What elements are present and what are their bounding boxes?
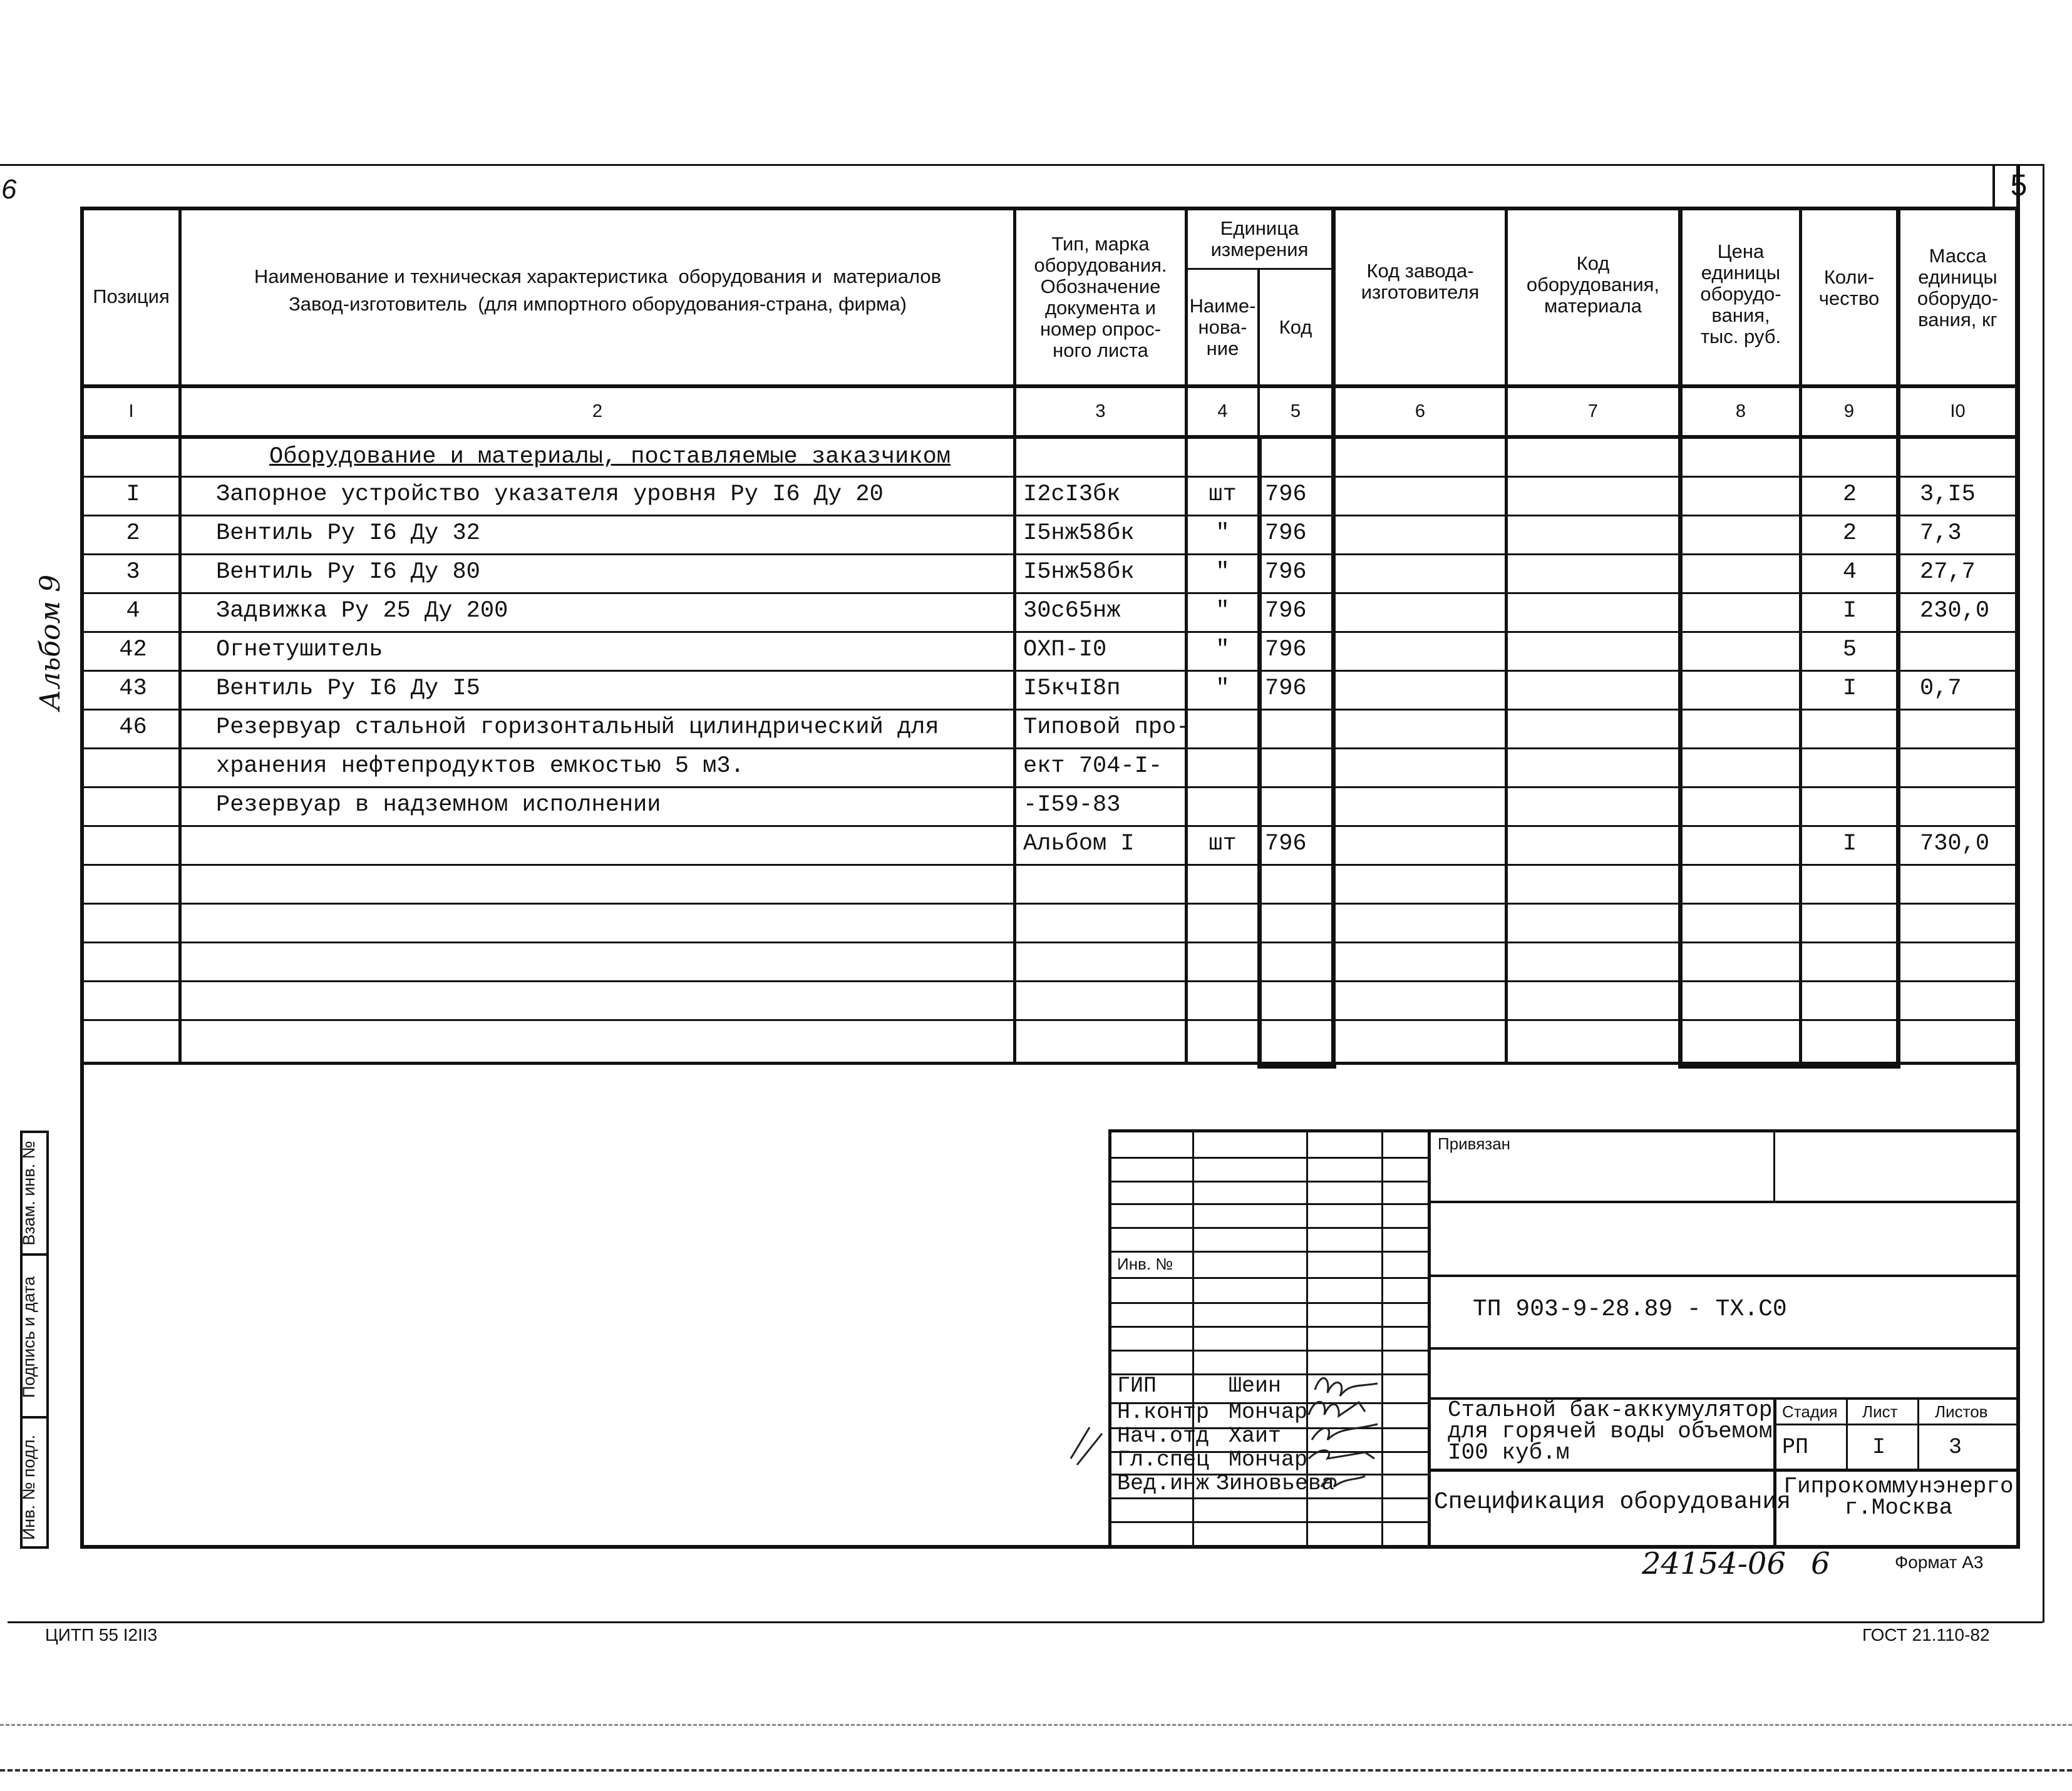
column-number: I bbox=[128, 401, 134, 421]
stage-value: РП bbox=[1782, 1435, 1809, 1460]
cell-qty: I bbox=[1842, 598, 1857, 624]
cell-type: I5кчI8п bbox=[1023, 675, 1121, 702]
cell-unit: " bbox=[1215, 559, 1230, 585]
cell-unit: шт bbox=[1209, 831, 1237, 857]
role-name: Мончар bbox=[1229, 1400, 1308, 1425]
column-number: 5 bbox=[1290, 401, 1301, 421]
header-name-line2: Завод-изготовитель (для импортного оборудования-страна, фирма) bbox=[289, 293, 907, 315]
cell-mass: 730,0 bbox=[1920, 831, 1990, 857]
cell-pos: 3 bbox=[126, 559, 140, 585]
sheet-number: 5 bbox=[2010, 169, 2028, 202]
sheets-label: Листов bbox=[1935, 1402, 1988, 1421]
header-mass-line: единицы bbox=[1918, 266, 1997, 288]
cell-mass: 230,0 bbox=[1920, 598, 1990, 624]
cell-type: I5нж58бк bbox=[1023, 559, 1135, 585]
cell-name: Задвижка Ру 25 Ду 200 bbox=[216, 598, 508, 624]
object-title-line: I00 куб.м bbox=[1448, 1440, 1570, 1465]
header-unit-group bbox=[1188, 212, 1331, 267]
cell-unit: " bbox=[1215, 598, 1230, 624]
object-title-line: Стальной бак-аккумулятор bbox=[1448, 1397, 1773, 1423]
column-number: 8 bbox=[1735, 401, 1746, 421]
doc-code: ТП 903-9-28.89 - ТХ.С0 bbox=[1473, 1296, 1787, 1323]
column-number: 4 bbox=[1217, 401, 1228, 421]
column-number: 2 bbox=[592, 401, 603, 421]
organization bbox=[1780, 1476, 2018, 1519]
side-album-label: Альбом 9 bbox=[34, 574, 66, 711]
header-type-line: Тип, марка bbox=[1051, 233, 1150, 255]
cell-type: ОХП-I0 bbox=[1023, 637, 1107, 663]
header-unit-name-line: нова- bbox=[1198, 316, 1247, 338]
swap-inv-label: Взам. инв. № bbox=[19, 1141, 38, 1246]
cell-qty: I bbox=[1842, 831, 1857, 857]
header-unit-line: измерения bbox=[1210, 239, 1309, 260]
cell-name: Вентиль Ру I6 Ду 80 bbox=[216, 559, 480, 585]
doc-title: Спецификация оборудования bbox=[1434, 1489, 1791, 1516]
role-label: Нач.отд bbox=[1117, 1424, 1210, 1449]
column-number: I0 bbox=[1950, 401, 1966, 421]
cell-unit: " bbox=[1215, 637, 1230, 663]
header-type-line: ного листа bbox=[1053, 339, 1148, 361]
header-unit-name-line: Наиме- bbox=[1189, 295, 1256, 317]
cell-mass: 7,3 bbox=[1920, 520, 1962, 547]
column-number: 9 bbox=[1843, 401, 1855, 421]
role-name: Шеин bbox=[1229, 1373, 1282, 1398]
header-quantity bbox=[1802, 250, 1896, 326]
header-unit-name bbox=[1188, 270, 1257, 384]
cell-name: Огнетушитель bbox=[216, 637, 383, 663]
cell-pos: 43 bbox=[119, 675, 147, 702]
cell-mass: 3,I5 bbox=[1920, 481, 1976, 508]
header-mc-line: изготовителя bbox=[1361, 281, 1480, 303]
header-equipment-code bbox=[1508, 238, 1678, 332]
cell-unit: " bbox=[1215, 675, 1230, 702]
header-type bbox=[1016, 225, 1185, 369]
cell-name: Запорное устройство указателя уровня Ру I6 Ду 20 bbox=[216, 481, 884, 508]
cell-pos: 46 bbox=[119, 714, 147, 741]
cell-mass: 27,7 bbox=[1920, 559, 1976, 585]
format-label: Формат А3 bbox=[1895, 1552, 1984, 1572]
cell-pos: I bbox=[126, 481, 140, 508]
header-position: Позиция bbox=[93, 285, 170, 307]
header-mass-line: оборудо- bbox=[1917, 287, 1999, 309]
header-price-line: вания, bbox=[1711, 304, 1770, 326]
header-mass-line: вания, кг bbox=[1918, 309, 1997, 331]
object-title bbox=[1448, 1397, 1773, 1465]
cell-pos: 4 bbox=[126, 598, 140, 624]
cell-name: Резервуар стальной горизонтальный цилиндрический для bbox=[216, 714, 939, 741]
cell-qty: 5 bbox=[1842, 637, 1857, 663]
trim-line bbox=[0, 1769, 2072, 1772]
cell-unit: шт bbox=[1209, 481, 1237, 508]
cell-code: 796 bbox=[1265, 675, 1307, 702]
role-label: Гл.спец bbox=[1117, 1447, 1210, 1472]
left-code: ЦИТП 55 I2II3 bbox=[45, 1625, 158, 1645]
column-number: 7 bbox=[1587, 401, 1599, 421]
inv-label: Инв. № bbox=[1117, 1255, 1173, 1273]
corner-mark: 6 bbox=[1, 174, 17, 205]
role-name: Зиновьева bbox=[1216, 1471, 1335, 1496]
header-ec-line: материала bbox=[1544, 295, 1642, 317]
object-title-line: для горячей воды объемом bbox=[1448, 1419, 1773, 1444]
header-name bbox=[182, 263, 1013, 318]
cell-name: Вентиль Ру I6 Ду I5 bbox=[216, 675, 480, 702]
header-type-line: документа и bbox=[1044, 297, 1157, 319]
cell-qty: 4 bbox=[1842, 559, 1857, 585]
cell-type: Альбом I bbox=[1023, 831, 1135, 857]
role-label: Н.контр bbox=[1117, 1400, 1210, 1425]
role-label: ГИП bbox=[1117, 1373, 1157, 1398]
role-name: Мончар bbox=[1229, 1447, 1308, 1472]
handwritten-suffix: 6 bbox=[1811, 1546, 1830, 1581]
cell-type: I2сI3бк bbox=[1023, 481, 1121, 508]
signature-stroke bbox=[1321, 1476, 1365, 1487]
sheet-label: Лист bbox=[1862, 1402, 1898, 1421]
stage-label: Стадия bbox=[1782, 1402, 1838, 1421]
cell-code: 796 bbox=[1265, 520, 1307, 547]
signature-stroke bbox=[1309, 1402, 1365, 1416]
header-qty-line: чество bbox=[1818, 287, 1880, 309]
right-code: ГОСТ 21.110-82 bbox=[1862, 1625, 1990, 1645]
cell-qty: I bbox=[1842, 675, 1857, 702]
column-number: 3 bbox=[1095, 401, 1106, 421]
cell-type: -I59-83 bbox=[1023, 792, 1121, 818]
trim-line bbox=[0, 1724, 2072, 1726]
header-ec-line: Код bbox=[1576, 252, 1610, 274]
cell-name: Резервуар в надземном исполнении bbox=[216, 792, 661, 818]
cell-mass: 0,7 bbox=[1920, 675, 1962, 702]
header-price-line: Цена bbox=[1717, 240, 1765, 262]
header-type-line: оборудования. bbox=[1034, 254, 1167, 276]
cell-code: 796 bbox=[1265, 831, 1307, 857]
cell-unit: " bbox=[1215, 520, 1230, 547]
signature-stroke bbox=[1071, 1427, 1102, 1465]
sheets-value: 3 bbox=[1949, 1435, 1962, 1460]
cell-name: Вентиль Ру I6 Ду 32 bbox=[216, 520, 480, 547]
cell-name: хранения нефтепродуктов емкостью 5 м3. bbox=[216, 753, 745, 779]
cell-code: 796 bbox=[1265, 598, 1307, 624]
header-unit-name-line: ние bbox=[1206, 337, 1239, 359]
cell-type: 30с65нж bbox=[1023, 598, 1121, 624]
section-title: Оборудование и материалы, поставляемые заказчиком bbox=[269, 444, 951, 470]
bound-label: Привязан bbox=[1438, 1134, 1511, 1153]
cell-code: 796 bbox=[1265, 637, 1307, 663]
cell-pos: 42 bbox=[119, 637, 147, 663]
header-mass-line: Масса bbox=[1929, 245, 1987, 267]
cell-type: Типовой про- bbox=[1023, 714, 1190, 741]
header-qty-line: Коли- bbox=[1823, 266, 1875, 288]
column-number: 6 bbox=[1415, 401, 1426, 421]
signature-stroke bbox=[1315, 1378, 1378, 1396]
organization-line: г.Москва bbox=[1844, 1495, 1953, 1521]
header-unit-line: Единица bbox=[1220, 217, 1299, 239]
header-type-line: Обозначение bbox=[1040, 275, 1161, 297]
sheet-value: I bbox=[1872, 1435, 1886, 1460]
header-manufacturer-code bbox=[1336, 238, 1505, 326]
cell-type: I5нж58бк bbox=[1023, 520, 1135, 547]
cell-qty: 2 bbox=[1842, 520, 1857, 547]
signatures-svg bbox=[1064, 1365, 1415, 1515]
handwritten-number: 24154-06 bbox=[1642, 1546, 1786, 1581]
signature-stroke bbox=[1309, 1450, 1374, 1459]
header-unit-code: Код bbox=[1279, 316, 1312, 338]
role-name: Хаит bbox=[1229, 1424, 1282, 1449]
header-price-line: единицы bbox=[1701, 262, 1781, 284]
cell-pos: 2 bbox=[126, 520, 140, 547]
organization-line: Гипрокоммунэнерго bbox=[1783, 1474, 2014, 1499]
header-price bbox=[1683, 238, 1799, 351]
signature-stroke bbox=[1312, 1424, 1378, 1440]
header-price-line: тыс. руб. bbox=[1700, 326, 1781, 347]
sign-date-label: Подпись и дата bbox=[19, 1276, 38, 1398]
header-type-line: номер опрос- bbox=[1039, 318, 1162, 340]
cell-code: 796 bbox=[1265, 481, 1307, 508]
header-ec-line: оборудования, bbox=[1526, 274, 1660, 295]
orig-inv-label: Инв. № подл. bbox=[19, 1434, 38, 1541]
header-price-line: оборудо- bbox=[1700, 283, 1781, 305]
cell-type: ект 704-I- bbox=[1023, 753, 1163, 779]
header-mass bbox=[1900, 238, 2015, 338]
header-name-line1: Наименование и техническая характеристика оборудования и материалов bbox=[254, 265, 942, 287]
cell-code: 796 bbox=[1265, 559, 1307, 585]
cell-qty: 2 bbox=[1842, 481, 1857, 508]
header-mc-line: Код завода- bbox=[1366, 260, 1474, 282]
role-label: Вед.инж bbox=[1117, 1471, 1210, 1496]
